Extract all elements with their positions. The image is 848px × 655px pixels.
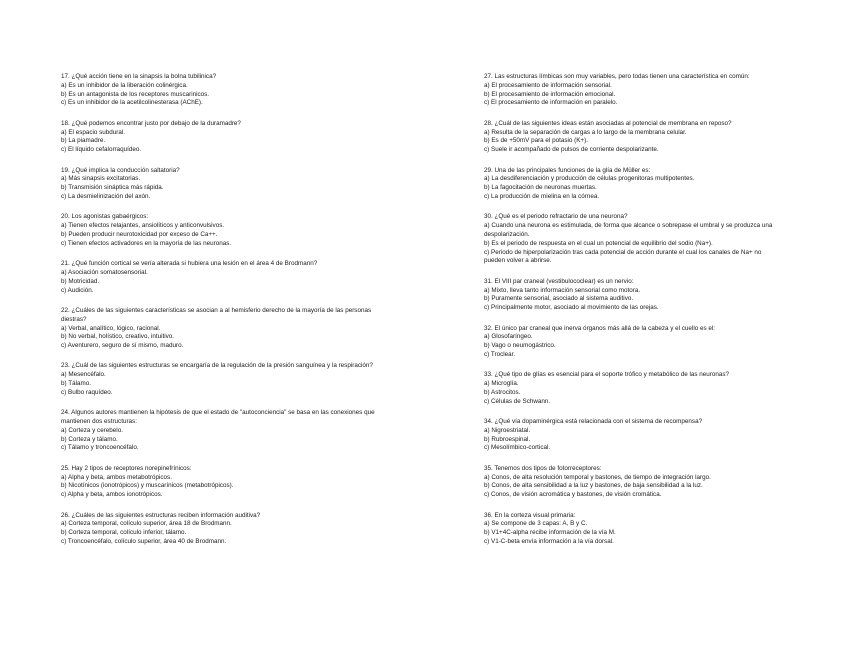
question-stem: 30. ¿Qué es el periodo refractario de una neurona?	[484, 213, 628, 221]
question-block	[61, 260, 379, 295]
question-block	[61, 465, 379, 500]
answer-option: c) Aventurero, seguro de sí mismo, maduro.	[61, 342, 184, 350]
answer-option: c) El procesamiento de información en paralelo.	[484, 99, 618, 107]
question-stem: 35. Tenemos dos tipos de fotorreceptores:	[484, 464, 602, 472]
question-block	[61, 167, 379, 202]
answer-option: b) Corteza y tálamo.	[61, 435, 118, 443]
question-stem: 32. El único par craneal que inerva órganos más allá de la cabeza y el cuello es el:	[484, 324, 716, 332]
question-block	[61, 213, 379, 248]
answer-option: a) Alpha y beta, ambos metabotrópicos.	[61, 473, 172, 481]
answer-option: c) Tálamo y troncoencéfalo.	[61, 444, 139, 452]
answer-option: c) Tienen efectos activadores en la mayoría de las neuronas.	[61, 239, 232, 247]
answer-option: a) Corteza temporal, colículo superior, área 18 de Brodmann.	[61, 520, 232, 528]
answer-option: b) Es el periodo de respuesta en el cual un potencial de equilibrio del sodio (Na+).	[484, 239, 713, 247]
question-stem: 17. ¿Qué acción tiene en la sinapsis la bolna tubilinica?	[61, 73, 217, 80]
question-block	[61, 120, 379, 155]
question-stem: 29. Una de las principales funciones de la glía de Müller es:	[484, 166, 651, 174]
answer-option: c) Conos, de visión acromática y bastones, de visión cromática.	[484, 491, 662, 499]
answer-option: c) Audición.	[61, 286, 94, 294]
answer-option: b) No verbal, holístico, creativo, intuitivo.	[61, 333, 175, 341]
question-stem: 21. ¿Qué función cortical se vería alterada si hubiera una lesión en el área 4 de Brodmann?	[61, 260, 318, 268]
answer-option: b) Vago o neumogástrico.	[484, 342, 556, 350]
answer-option: c) La producción de mielina en la córnea.	[484, 192, 600, 200]
answer-option: c) Troncoencéfalo, colículo superior, área 40 de Brodmann.	[61, 538, 227, 546]
answer-option: c) Es un inhibidor de la acetilcolinesterasa (AChE).	[61, 99, 203, 107]
answer-option: c) Troclear.	[484, 350, 516, 358]
answer-option: c) Mesolímbico-cortical.	[484, 444, 551, 452]
question-stem: 26. ¿Cuáles de las siguientes estructuras reciben información auditiva?	[61, 511, 261, 519]
answer-option: a) Cuando una neurona es estimulada, de forma que alcance o sobrepase el umbral y se produzca una despolarización.	[484, 222, 773, 238]
answer-option: a) Tienen efectos relajantes, ansiolíticos y anticonvulsivos.	[61, 222, 225, 230]
answer-option: a) Resulta de la separación de cargas a lo largo de la membrana celular.	[484, 128, 687, 136]
answer-option: a) Asociación somatosensorial.	[61, 268, 148, 276]
question-stem: 22. ¿Cuáles de las siguientes características se asocian a al hemisferio derecho de la mayoría de las personas diestras?	[61, 306, 372, 323]
answer-option: c) Suele ir acompañado de pulsos de corriente despolarizante.	[484, 146, 659, 154]
question-block	[484, 418, 784, 453]
question-stem: 34. ¿Qué vía dopaminérgica está relacionada con el sistema de recompensa?	[484, 418, 703, 426]
question-block	[484, 213, 784, 266]
answer-option: b) Corteza temporal, colículo inferior, tálamo.	[61, 529, 187, 537]
answer-option: c) Principalmente motor, asociado al movimiento de las orejas.	[484, 304, 659, 312]
question-block	[484, 325, 784, 360]
answer-option: c) V1-C-beta envía información a la vía dorsal.	[484, 538, 614, 546]
answer-option: a) Mesencéfalo.	[61, 371, 106, 379]
answer-option: b) Motricidad.	[61, 277, 100, 285]
answer-option: b) Puramente sensorial, asociado al sistema auditivo.	[484, 295, 634, 303]
answer-option: c) El líquido cefalorraquídeo.	[61, 146, 142, 154]
answer-option: a) Más sinapsis excitatorias.	[61, 175, 141, 183]
answer-option: b) La piamadre.	[61, 137, 106, 145]
question-stem: 36. En la corteza visual primaria:	[484, 511, 576, 519]
answer-option: c) La desmielinización del axón.	[61, 192, 151, 200]
answer-option: b) Tálamo.	[61, 380, 91, 388]
answer-option: a) El espacio subdural.	[61, 128, 126, 136]
answer-option: a) Glosofaríngeo.	[484, 333, 533, 341]
answer-option: b) Es un antagonista de los receptores muscarinicos.	[61, 90, 210, 98]
question-block	[61, 362, 379, 397]
answer-option: c) Células de Schwann.	[484, 397, 551, 405]
answer-option: b) El procesamiento de información emocional.	[484, 90, 616, 98]
question-stem: 19. ¿Qué implica la conducción saltatoria?	[61, 166, 180, 174]
answer-option: b) Pueden producir neurotoxicidad por exceso de Ca++.	[61, 230, 218, 238]
answer-option: c) Periodo de hiperpolarización tras cada potencial de acción durante el cual los canales de Na+ no pueden volver a abrirse.	[484, 248, 762, 265]
question-stem: 27. Las estructuras límbicas son muy variables, pero todas tienen una característica en común:	[484, 73, 750, 80]
answer-option: a) Corteza y cerebelo.	[61, 426, 123, 434]
question-stem: 24. Algunos autores mantienen la hipótesis de que el estado de "autoconciencia" se basa en las conexiones que mantienen dos estructuras:	[61, 409, 375, 426]
question-block	[61, 409, 379, 453]
answer-option: a) Nigroestriatal.	[484, 426, 531, 434]
question-stem: 18. ¿Qué podemos encontrar justo por debajo de la duramadre?	[61, 119, 241, 127]
question-block	[484, 465, 784, 500]
question-block	[61, 73, 379, 108]
answer-option: b) Astrocitos.	[484, 388, 521, 396]
answer-option: a) El procesamiento de información sensorial.	[484, 81, 612, 89]
answer-option: b) Rubroespinal.	[484, 435, 531, 443]
question-stem: 33. ¿Qué tipo de glías es esencial para el soporte trófico y metabólico de las neuronas?	[484, 371, 730, 379]
question-stem: 20. Los agonistas gabaérgicos:	[61, 213, 149, 221]
question-block	[484, 167, 784, 202]
answer-option: b) Nicotínicos (ionotrópicos) y muscarínicos (metabotrópicos).	[61, 482, 234, 490]
answer-option: b) Transmisión sináptica más rápida.	[61, 184, 164, 192]
question-stem: 31. El VIII par craneal (vestibulococlear) es un nervio:	[484, 277, 634, 285]
left-column	[61, 73, 379, 558]
answer-option: a) Mixto, lleva tanto información sensorial como motora.	[484, 286, 641, 294]
right-column	[484, 73, 784, 558]
answer-option: a) Se compone de 3 capas: A, B y C.	[484, 520, 588, 528]
answer-option: b) V1+4C-alpha recibe información de la vía M.	[484, 529, 616, 537]
question-block	[484, 512, 784, 547]
answer-option: b) Es de +50mV para el potasio (K+).	[484, 137, 588, 145]
answer-option: a) Conos, de alta resolución temporal y bastones, de tiempo de integración largo.	[484, 473, 711, 481]
answer-option: a) La desdiferenciación y producción de células progenitoras multipotentes.	[484, 175, 695, 183]
question-block	[61, 512, 379, 547]
question-block	[484, 371, 784, 406]
question-block	[484, 278, 784, 313]
question-block	[484, 73, 784, 108]
answer-option: c) Bulbo raquídeo.	[61, 388, 113, 396]
answer-option: b) Conos, de alta sensibilidad a la luz y bastones, de baja sensibilidad a la luz.	[484, 482, 703, 490]
question-block	[484, 120, 784, 155]
answer-option: a) Es un inhibidor de la liberación colinérgica.	[61, 81, 188, 89]
answer-option: a) Microglía.	[484, 380, 519, 388]
question-stem: 25. Hay 2 tipos de receptores norepinefrínicos:	[61, 464, 192, 472]
question-stem: 23. ¿Cuál de las siguientes estructuras se encargaría de la regulación de la presión sanguínea y la respiración?	[61, 362, 373, 370]
question-block	[61, 307, 379, 351]
answer-option: a) Verbal, analítico, lógico, racional.	[61, 324, 161, 332]
answer-option: c) Alpha y beta, ambos ionotrópicos.	[61, 491, 163, 499]
answer-option: b) La fagocitación de neuronas muertas.	[484, 184, 597, 192]
question-stem: 28. ¿Cuál de las siguientes ideas están asociadas al potencial de membrana en reposo?	[484, 119, 732, 127]
